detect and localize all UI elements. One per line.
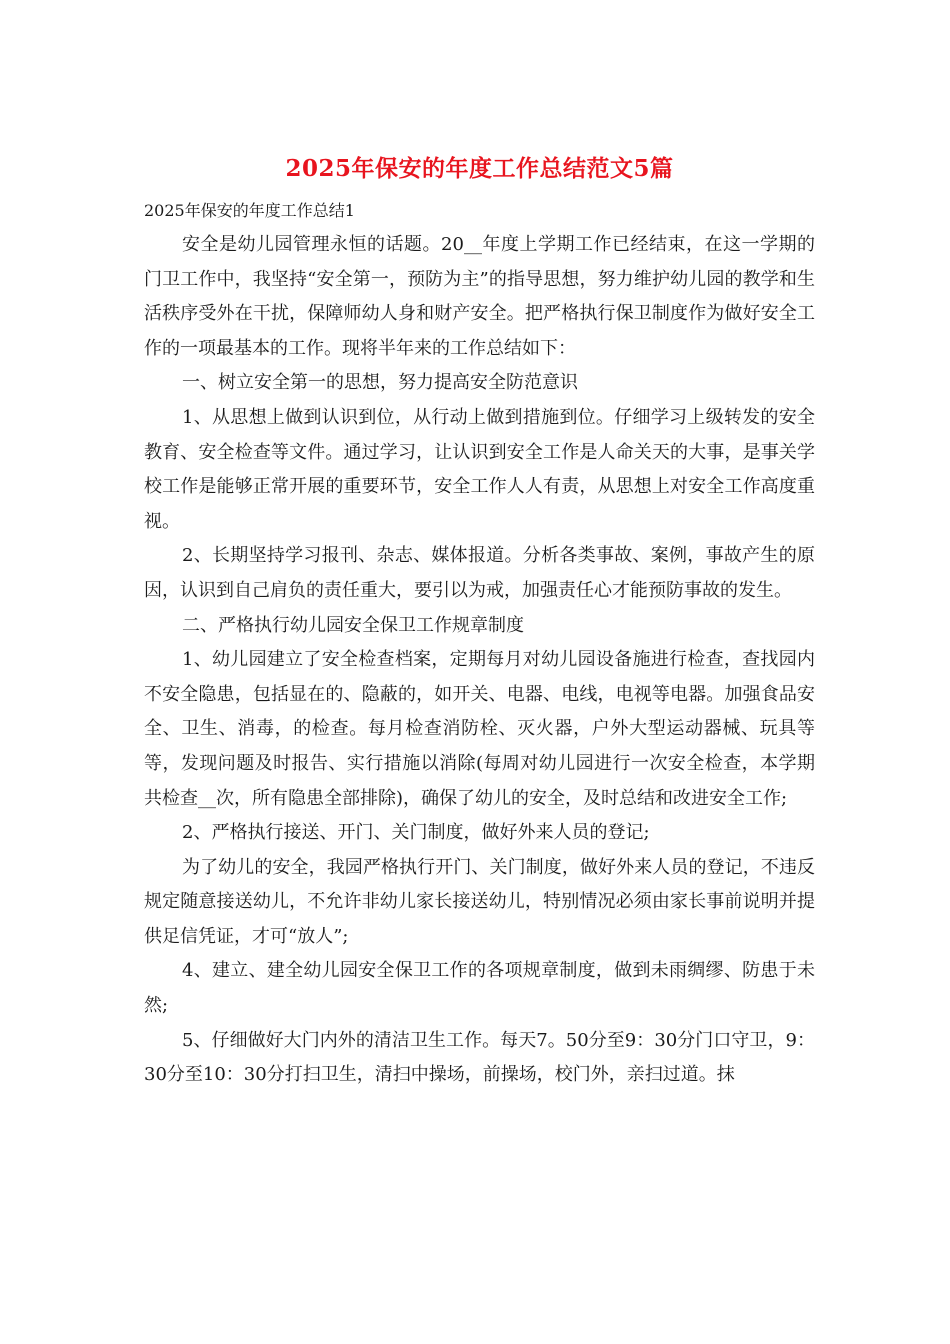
document-title: 2025年保安的年度工作总结范文5篇 <box>285 155 674 182</box>
paragraph: 5、仔细做好大门内外的清洁卫生工作。每天7。50分至9：30分门口守卫，9：30分至10：30分打扫卫生，清扫中操场，前操场，校门外，亲扫过道。抹 <box>144 1029 815 1086</box>
section-subtitle: 2025年保安的年度工作总结1 <box>144 201 355 220</box>
paragraph: 1、幼儿园建立了安全检查档案，定期每月对幼儿园设备施进行检查，查找园内不安全隐患，包括显在的、隐蔽的，如开关、电器、电线，电视等电器。加强食品安全、卫生、消毒，的检查。每月检查消防栓、灭火器，户外大型运动器械、玩具等等，发现问题及时报告、实行措施以消除(每周对幼儿园进行一次安全检查，本学期共检查__次，所有隐患全部排除)，确保了幼儿的安全，及时总结和改进安全工作; <box>144 649 815 809</box>
paragraph: 为了幼儿的安全，我园严格执行开门、关门制度，做好外来人员的登记，不违反规定随意接送幼儿，不允许非幼儿家长接送幼儿，特别情况必须由家长事前说明并提供足信凭证，才可“放人”; <box>144 856 815 947</box>
paragraph: 2、长期坚持学习报刊、杂志、媒体报道。分析各类事故、案例，事故产生的原因，认识到自己肩负的责任重大，要引以为戒，加强责任心才能预防事故的发生。 <box>144 545 815 601</box>
paragraph: 1、从思想上做到认识到位，从行动上做到措施到位。仔细学习上级转发的安全教育、安全检查等文件。通过学习，让认识到安全工作是人命关天的大事，是事关学校工作是能够正常开展的重要环节，安全工作人人有责，从思想上对安全工作高度重视。 <box>144 406 815 532</box>
document-body <box>144 228 815 1093</box>
section-heading: 二、严格执行幼儿园安全保卫工作规章制度 <box>182 614 524 636</box>
paragraph: 安全是幼儿园管理永恒的话题。20__年度上学期工作已经结束，在这一学期的门卫工作中，我坚持“安全第一，预防为主”的指导思想，努力维护幼儿园的教学和生活秩序受外在干扰，保障师幼人身和财产安全。把严格执行保卫制度作为做好安全工作的一项最基本的工作。现将半年来的工作总结如下： <box>144 234 815 359</box>
paragraph: 4、建立、建全幼儿园安全保卫工作的各项规章制度，做到未雨绸缪、防患于未然; <box>144 960 815 1017</box>
section-heading: 一、树立安全第一的思想，努力提高安全防范意识 <box>182 372 578 394</box>
paragraph: 2、严格执行接送、开门、关门制度，做好外来人员的登记; <box>182 822 650 844</box>
